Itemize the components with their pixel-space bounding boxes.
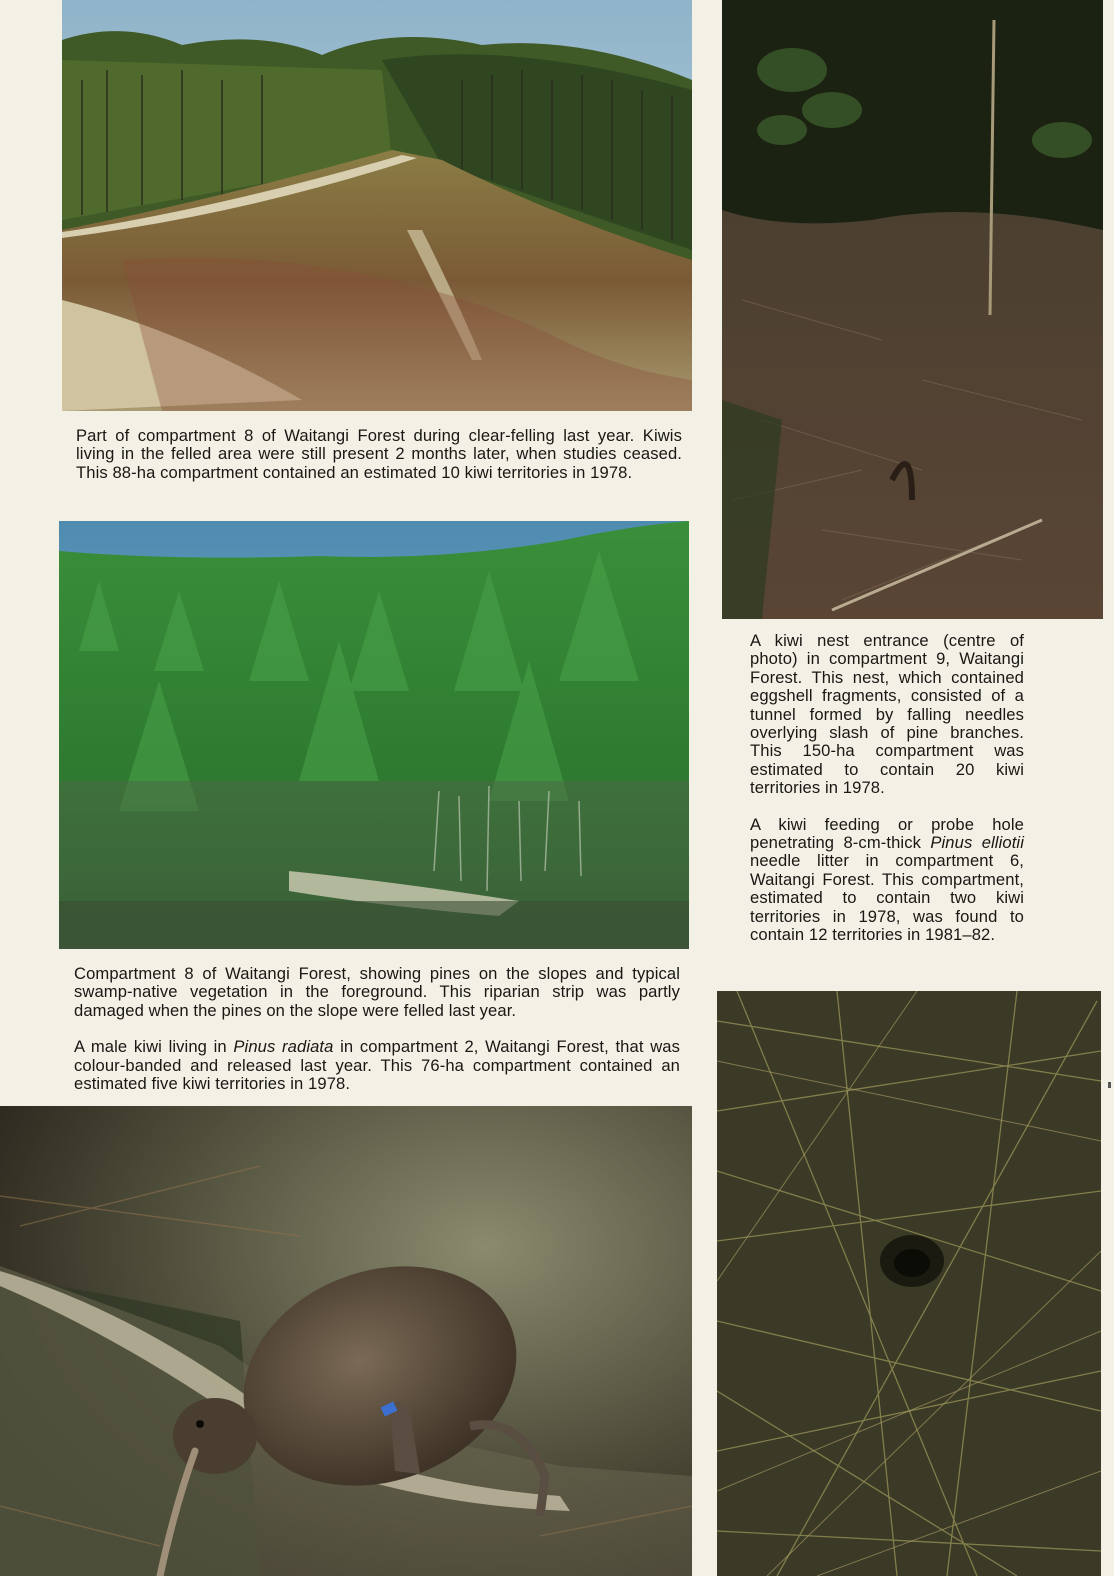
caption-nest-entrance: A kiwi nest entrance (centre of photo) in compartment 9, Waitangi Forest. This nest, which contained eggshell fragments, consisted of a tunnel formed by falling needles overlying slash of pine branches. This 150-ha compartment was estimated to contain 20 kiwi territories in 1978. A kiwi feeding or probe hole penetrating 8-cm-thick Pinus elliotii needle litter in compartment 6, Waitangi Forest. This compartment, estimated to contain two kiwi territories in 1978, was found to contain 12 territories in 1981–82. (750, 631, 1024, 945)
photo-probe-hole (717, 991, 1101, 1576)
page-edge-mark (1108, 1082, 1111, 1088)
photo-nest-entrance (722, 0, 1103, 619)
caption-clear-felling: Part of compartment 8 of Waitangi Forest during clear-felling last year. Kiwis living in the felled area were still present 2 months later, when studies ceased. This 88-ha compartment contained an estimated 10 kiwi territories in 1978. (76, 426, 682, 482)
caption-male-kiwi: A male kiwi living in Pinus radiata in compartment 2, Waitangi Forest, that was colour-banded and released last year. This 76-ha compartment contained an estimated five kiwi territories in 1978. (74, 1037, 680, 1094)
photo-male-kiwi (0, 1106, 692, 1576)
caption-swamp: Compartment 8 of Waitangi Forest, showing pines on the slopes and typical swamp-native vegetation in the foreground. This riparian strip was partly damaged when the pines on the slope were felled last year. A male kiwi living in Pinus radiata in compartment 2, Waitangi Forest, that was colour-banded and released last year. This 76-ha compartment contained an estimated five kiwi territories in 1978. (74, 964, 680, 1094)
caption-probe-hole: A kiwi feeding or probe hole penetrating 8-cm-thick Pinus elliotii needle litter in compartment 6, Waitangi Forest. This compartment, estimated to contain two kiwi territories in 1978, was found to contain 12 territories in 1981–82. (750, 814, 1024, 945)
photo-swamp-vegetation (59, 521, 689, 949)
photo-clear-felling (62, 0, 692, 411)
